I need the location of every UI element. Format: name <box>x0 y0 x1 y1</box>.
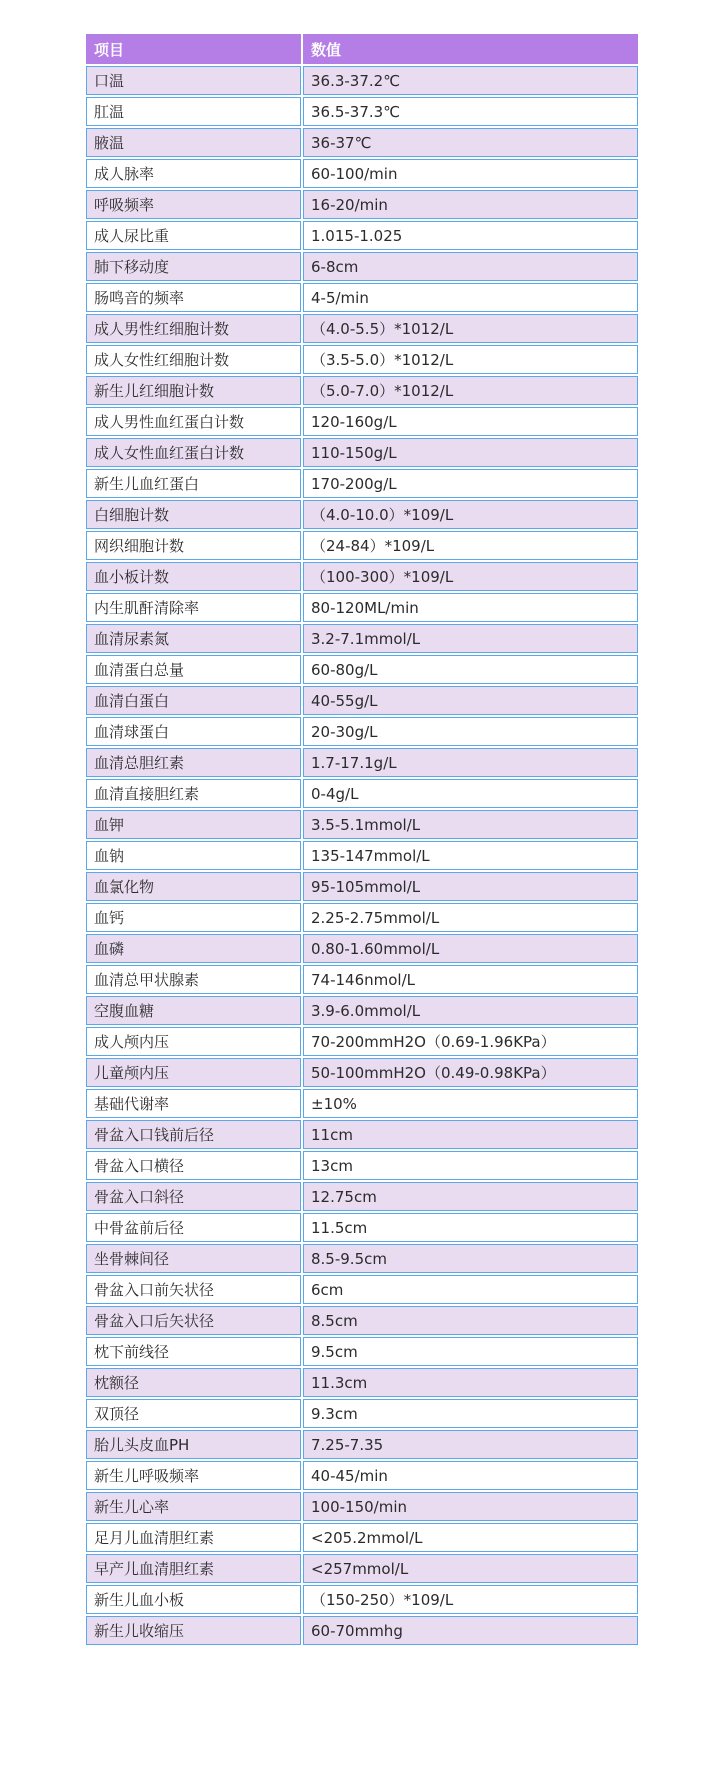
item-cell: 成人女性红细胞计数 <box>86 345 301 374</box>
table-row <box>86 1616 638 1645</box>
item-cell: 足月儿血清胆红素 <box>86 1523 301 1552</box>
table-row <box>86 1213 638 1242</box>
value-cell: 70-200mmH2O（0.69-1.96KPa） <box>303 1027 638 1056</box>
table-row <box>86 1585 638 1614</box>
value-cell: 3.2-7.1mmol/L <box>303 624 638 653</box>
item-cell: 腋温 <box>86 128 301 157</box>
item-cell: 血钠 <box>86 841 301 870</box>
table-row <box>86 283 638 312</box>
value-cell: 0-4g/L <box>303 779 638 808</box>
item-cell: 骨盆入口横径 <box>86 1151 301 1180</box>
value-cell: 2.25-2.75mmol/L <box>303 903 638 932</box>
value-cell: 12.75cm <box>303 1182 638 1211</box>
value-cell: （150-250）*109/L <box>303 1585 638 1614</box>
table-row <box>86 872 638 901</box>
item-cell: 成人女性血红蛋白计数 <box>86 438 301 467</box>
table-row <box>86 1523 638 1552</box>
item-cell: 成人颅内压 <box>86 1027 301 1056</box>
value-cell: 11.3cm <box>303 1368 638 1397</box>
item-cell: 成人男性红细胞计数 <box>86 314 301 343</box>
item-cell: 呼吸频率 <box>86 190 301 219</box>
value-cell: 11.5cm <box>303 1213 638 1242</box>
value-cell: 7.25-7.35 <box>303 1430 638 1459</box>
table-row <box>86 1368 638 1397</box>
value-cell: 120-160g/L <box>303 407 638 436</box>
table-row <box>86 934 638 963</box>
item-cell: 早产儿血清胆红素 <box>86 1554 301 1583</box>
value-cell: （4.0-10.0）*109/L <box>303 500 638 529</box>
reference-values-table <box>84 32 640 1647</box>
table-row <box>86 438 638 467</box>
value-cell: 40-45/min <box>303 1461 638 1490</box>
item-cell: 新生儿心率 <box>86 1492 301 1521</box>
item-cell: 肛温 <box>86 97 301 126</box>
item-cell: 血清尿素氮 <box>86 624 301 653</box>
table-row <box>86 314 638 343</box>
item-cell: 血钾 <box>86 810 301 839</box>
value-cell: <257mmol/L <box>303 1554 638 1583</box>
table-header-row <box>86 34 638 64</box>
value-cell: 16-20/min <box>303 190 638 219</box>
item-cell: 枕下前线径 <box>86 1337 301 1366</box>
table-row <box>86 531 638 560</box>
value-cell: 6-8cm <box>303 252 638 281</box>
table-row <box>86 66 638 95</box>
item-cell: 骨盆入口前矢状径 <box>86 1275 301 1304</box>
table-row <box>86 1244 638 1273</box>
value-cell: 3.9-6.0mmol/L <box>303 996 638 1025</box>
item-cell: 空腹血糖 <box>86 996 301 1025</box>
table-row <box>86 1492 638 1521</box>
value-cell: （5.0-7.0）*1012/L <box>303 376 638 405</box>
table-row <box>86 593 638 622</box>
value-cell: 9.3cm <box>303 1399 638 1428</box>
table-row <box>86 1151 638 1180</box>
table-row <box>86 686 638 715</box>
value-cell: 8.5-9.5cm <box>303 1244 638 1273</box>
item-cell: 网织细胞计数 <box>86 531 301 560</box>
table-row <box>86 190 638 219</box>
table-row <box>86 159 638 188</box>
value-cell: 170-200g/L <box>303 469 638 498</box>
item-cell: 肠鸣音的频率 <box>86 283 301 312</box>
table-row <box>86 1430 638 1459</box>
item-cell: 口温 <box>86 66 301 95</box>
item-cell: 肺下移动度 <box>86 252 301 281</box>
item-cell: 血清蛋白总量 <box>86 655 301 684</box>
table-row <box>86 97 638 126</box>
reference-values-table-container <box>84 32 638 1647</box>
item-cell: 成人男性血红蛋白计数 <box>86 407 301 436</box>
item-cell: 血磷 <box>86 934 301 963</box>
table-row <box>86 1337 638 1366</box>
table-row <box>86 1058 638 1087</box>
value-cell: 80-120ML/min <box>303 593 638 622</box>
item-cell: 血清白蛋白 <box>86 686 301 715</box>
value-cell: 36.5-37.3℃ <box>303 97 638 126</box>
item-cell: 成人脉率 <box>86 159 301 188</box>
value-cell: <205.2mmol/L <box>303 1523 638 1552</box>
item-cell: 骨盆入口钱前后径 <box>86 1120 301 1149</box>
item-cell: 儿童颅内压 <box>86 1058 301 1087</box>
value-cell: （24-84）*109/L <box>303 531 638 560</box>
item-cell: 血清球蛋白 <box>86 717 301 746</box>
value-cell: 1.7-17.1g/L <box>303 748 638 777</box>
value-cell: 9.5cm <box>303 1337 638 1366</box>
value-cell: 135-147mmol/L <box>303 841 638 870</box>
item-cell: 骨盆入口后矢状径 <box>86 1306 301 1335</box>
table-row <box>86 1461 638 1490</box>
table-row <box>86 1027 638 1056</box>
value-cell: 8.5cm <box>303 1306 638 1335</box>
item-cell: 新生儿血红蛋白 <box>86 469 301 498</box>
table-row <box>86 655 638 684</box>
table-row <box>86 128 638 157</box>
table-row <box>86 469 638 498</box>
table-row <box>86 500 638 529</box>
table-row <box>86 779 638 808</box>
table-row <box>86 407 638 436</box>
value-cell: 100-150/min <box>303 1492 638 1521</box>
table-row <box>86 345 638 374</box>
table-row <box>86 1399 638 1428</box>
item-cell: 血小板计数 <box>86 562 301 591</box>
item-cell: 中骨盆前后径 <box>86 1213 301 1242</box>
value-cell: 36.3-37.2℃ <box>303 66 638 95</box>
table-row <box>86 252 638 281</box>
table-row <box>86 1120 638 1149</box>
table-row <box>86 717 638 746</box>
value-cell: 4-5/min <box>303 283 638 312</box>
item-cell: 血清直接胆红素 <box>86 779 301 808</box>
value-cell: 60-80g/L <box>303 655 638 684</box>
table-row <box>86 562 638 591</box>
value-cell: 95-105mmol/L <box>303 872 638 901</box>
item-cell: 胎儿头皮血PH <box>86 1430 301 1459</box>
item-cell: 血钙 <box>86 903 301 932</box>
header-value: 数值 <box>303 34 638 64</box>
table-row <box>86 1554 638 1583</box>
value-cell: 0.80-1.60mmol/L <box>303 934 638 963</box>
value-cell: （100-300）*109/L <box>303 562 638 591</box>
value-cell: 20-30g/L <box>303 717 638 746</box>
item-cell: 新生儿收缩压 <box>86 1616 301 1645</box>
table-row <box>86 903 638 932</box>
table-row <box>86 376 638 405</box>
table-row <box>86 996 638 1025</box>
table-row <box>86 1275 638 1304</box>
item-cell: 枕额径 <box>86 1368 301 1397</box>
item-cell: 新生儿红细胞计数 <box>86 376 301 405</box>
value-cell: 110-150g/L <box>303 438 638 467</box>
table-row <box>86 965 638 994</box>
value-cell: 50-100mmH2O（0.49-0.98KPa） <box>303 1058 638 1087</box>
value-cell: 13cm <box>303 1151 638 1180</box>
item-cell: 血清总胆红素 <box>86 748 301 777</box>
value-cell: 3.5-5.1mmol/L <box>303 810 638 839</box>
value-cell: 6cm <box>303 1275 638 1304</box>
value-cell: （4.0-5.5）*1012/L <box>303 314 638 343</box>
table-row <box>86 624 638 653</box>
value-cell: 1.015-1.025 <box>303 221 638 250</box>
value-cell: 60-70mmhg <box>303 1616 638 1645</box>
item-cell: 新生儿血小板 <box>86 1585 301 1614</box>
table-row <box>86 1089 638 1118</box>
item-cell: 双顶径 <box>86 1399 301 1428</box>
value-cell: （3.5-5.0）*1012/L <box>303 345 638 374</box>
item-cell: 成人尿比重 <box>86 221 301 250</box>
value-cell: ±10% <box>303 1089 638 1118</box>
table-row <box>86 748 638 777</box>
table-body <box>86 66 638 1645</box>
item-cell: 血清总甲状腺素 <box>86 965 301 994</box>
item-cell: 新生儿呼吸频率 <box>86 1461 301 1490</box>
table-row <box>86 221 638 250</box>
table-row <box>86 1306 638 1335</box>
table-row <box>86 810 638 839</box>
item-cell: 骨盆入口斜径 <box>86 1182 301 1211</box>
value-cell: 60-100/min <box>303 159 638 188</box>
item-cell: 坐骨棘间径 <box>86 1244 301 1273</box>
table-row <box>86 841 638 870</box>
item-cell: 内生肌酐清除率 <box>86 593 301 622</box>
value-cell: 36-37℃ <box>303 128 638 157</box>
value-cell: 11cm <box>303 1120 638 1149</box>
item-cell: 基础代谢率 <box>86 1089 301 1118</box>
header-item: 项目 <box>86 34 301 64</box>
item-cell: 血氯化物 <box>86 872 301 901</box>
value-cell: 40-55g/L <box>303 686 638 715</box>
table-row <box>86 1182 638 1211</box>
item-cell: 白细胞计数 <box>86 500 301 529</box>
value-cell: 74-146nmol/L <box>303 965 638 994</box>
